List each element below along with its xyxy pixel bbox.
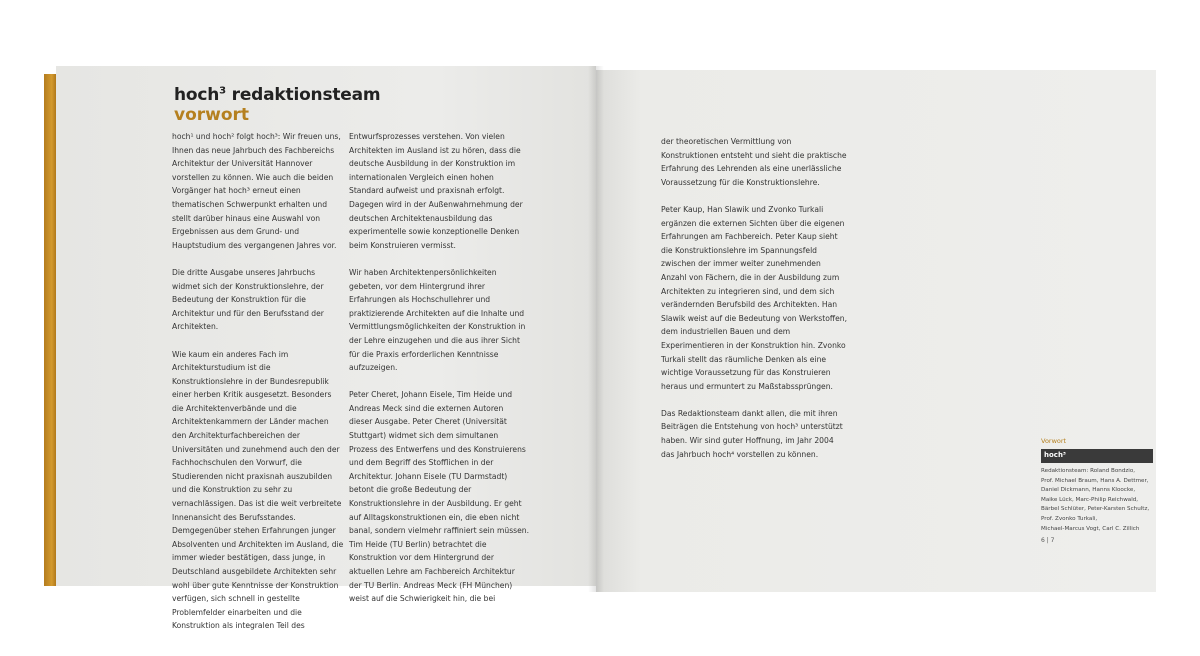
text-column-3: [661, 135, 847, 475]
paragraph: Peter Kaup, Han Slawik und Zvonko Turkali ergänzen die externen Sichten über die eigenen Erfahrungen am Fachbereich. Peter Kaup sieht die Konstruktionslehre im Spannungsfeld zwischen der immer weiter zunehmenden Anzahl von Fächern, die in der Ausbildung zum Architekten zu integrieren sind, und dem sich verändernden Berufsbild des Architekten. Han Slawik weist auf die Bedeutung von Werkstoffen, dem industriellen Bauen und dem Experimentieren in der Konstruktion hin. Zvonko Turkali stellt das räumliche Denken als eine wichtige Voraussetzung für das Konstruieren heraus und ermuntert zu Maßstabssprüngen.: [661, 204, 847, 391]
text-column-2: [349, 130, 529, 619]
paragraph: Wie kaum ein anderes Fach im Architekturstudium ist die Konstruktionslehre in der Bundesrepublik einer herben Kritik ausgesetzt. Besonders die Architektenverbände und die Architektenkammern der Länder machen den Architekturfachbereichen der Universitäten und zunehmend auch den der Fachhochschulen den Vorwurf, die Studierenden nicht praxisnah auszubilden und die Konstruktion zu sehr zu vernachlässigen. Das ist die weit verbreitete Innenansicht des Berufsstandes. Demgegenüber stehen Erfahrungen junger Absolventen und Architekten im Ausland, die immer wieder bestätigen, dass junge, in Deutschland ausgebildete Architekten sehr wohl über gute Kenntnisse der Konstruktion verfügen, sich schnell in gestellte Problemfelder einarbeiten und die Konstruktion als integralen Teil des: [172, 349, 344, 631]
credit-line: Michael-Marcus Vogt, Carl C. Zillich: [1041, 525, 1140, 532]
sidebar-credits-box: [1041, 437, 1153, 534]
credit-line: Maike Lück, Marc-Philip Reichwald,: [1041, 496, 1139, 503]
credit-line: Daniel Dickmann, Hanns Kloocke,: [1041, 487, 1136, 494]
paragraph: Entwurfsprozesses verstehen. Von vielen Architekten im Ausland ist zu hören, dass die deutsche Ausbildung in der Konstruktion im internationalen Vergleich einen hohen Standard aufweist und praxisnah erfolgt. Dagegen wird in der Außenwahrnehmung der deutschen Architektenausbildung das experimentelle sowie konzeptionelle Denken beim Konstruieren vermisst.: [349, 132, 523, 250]
credit-line: Redaktionsteam: Roland Bondzio,: [1041, 468, 1136, 474]
page-numbers: 6 | 7: [1041, 537, 1055, 544]
paragraph: Das Redaktionsteam dankt allen, die mit ihren Beiträgen die Entstehung von hoch³ unterstützt haben. Wir sind guter Hoffnung, im Jahr 2004 das Jahrbuch hoch⁴ vorstellen zu können.: [661, 408, 843, 459]
book-gutter: [588, 66, 604, 592]
paragraph: Wir haben Architektenpersönlichkeiten gebeten, vor dem Hintergrund ihrer Erfahrungen als Hochschullehrer und praktizierende Architekten auf die Inhalte und Vermittlungsmöglichkeiten der Konstruktion in der Lehre einzugehen und die aus ihrer Sicht für die Praxis erforderlichen Kenntnisse aufzuzeigen.: [349, 267, 526, 373]
sidebar-title-bar: hoch³: [1041, 449, 1153, 463]
paragraph: der theoretischen Vermittlung von Konstruktionen entsteht und sieht die praktische Erfahrung des Lehrenden als eine unerlässliche Voraussetzung für die Konstruktionslehre.: [661, 137, 847, 187]
credits-list: [1041, 467, 1153, 534]
credit-line: Prof. Zvonko Turkali,: [1041, 515, 1098, 522]
sidebar-label: Vorwort: [1041, 437, 1067, 445]
credit-line: Bärbel Schlüter, Peter-Karsten Schultz,: [1041, 506, 1150, 513]
page-title: hoch$^3$ redaktionsteam: [174, 85, 381, 105]
paragraph: hoch¹ und hoch² folgt hoch³: Wir freuen uns, Ihnen das neue Jahrbuch des Fachbereichs Architektur der Universität Hannover vorstellen zu können. Wie auch die beiden Vorgänger hat hoch³ erneut einen thematischen Schwerpunkt erhalten und stellt darüber hinaus eine Auswahl von Ergebnissen aus dem Grund- und Hauptstudium des vergangenen Jahres vor.: [172, 132, 341, 250]
credit-line: Prof. Michael Braum, Hans A. Dettmer,: [1041, 477, 1149, 484]
page-subtitle: vorwort: [174, 105, 250, 125]
text-column-1: [172, 130, 344, 647]
paragraph: Peter Cheret, Johann Eisele, Tim Heide und Andreas Meck sind die externen Autoren dieser Ausgabe. Peter Cheret (Universität Stuttgart) widmet sich dem simultanen Prozess des Entwerfens und des Konstruierens und dem Begriff des Stofflichen in der Architektur. Johann Eisele (TU Darmstadt) betont die große Bedeutung der Konstruktionslehre in der Ausbildung. Er geht auf Alltagskonstruktionen ein, die eben nicht banal, sondern vielmehr raffiniert sein müssen. Tim Heide (TU Berlin) betrachtet die Konstruktion vor dem Hintergrund der aktuellen Lehre am Fachbereich Architektur der TU Berlin. Andreas Meck (FH München) weist auf die Schwierigkeit hin, die bei: [349, 390, 530, 604]
paragraph: Die dritte Ausgabe unseres Jahrbuchs widmet sich der Konstruktionslehre, der Bedeutung der Konstruktion für die Architektur und für den Berufsstand der Architekten.: [172, 267, 324, 332]
